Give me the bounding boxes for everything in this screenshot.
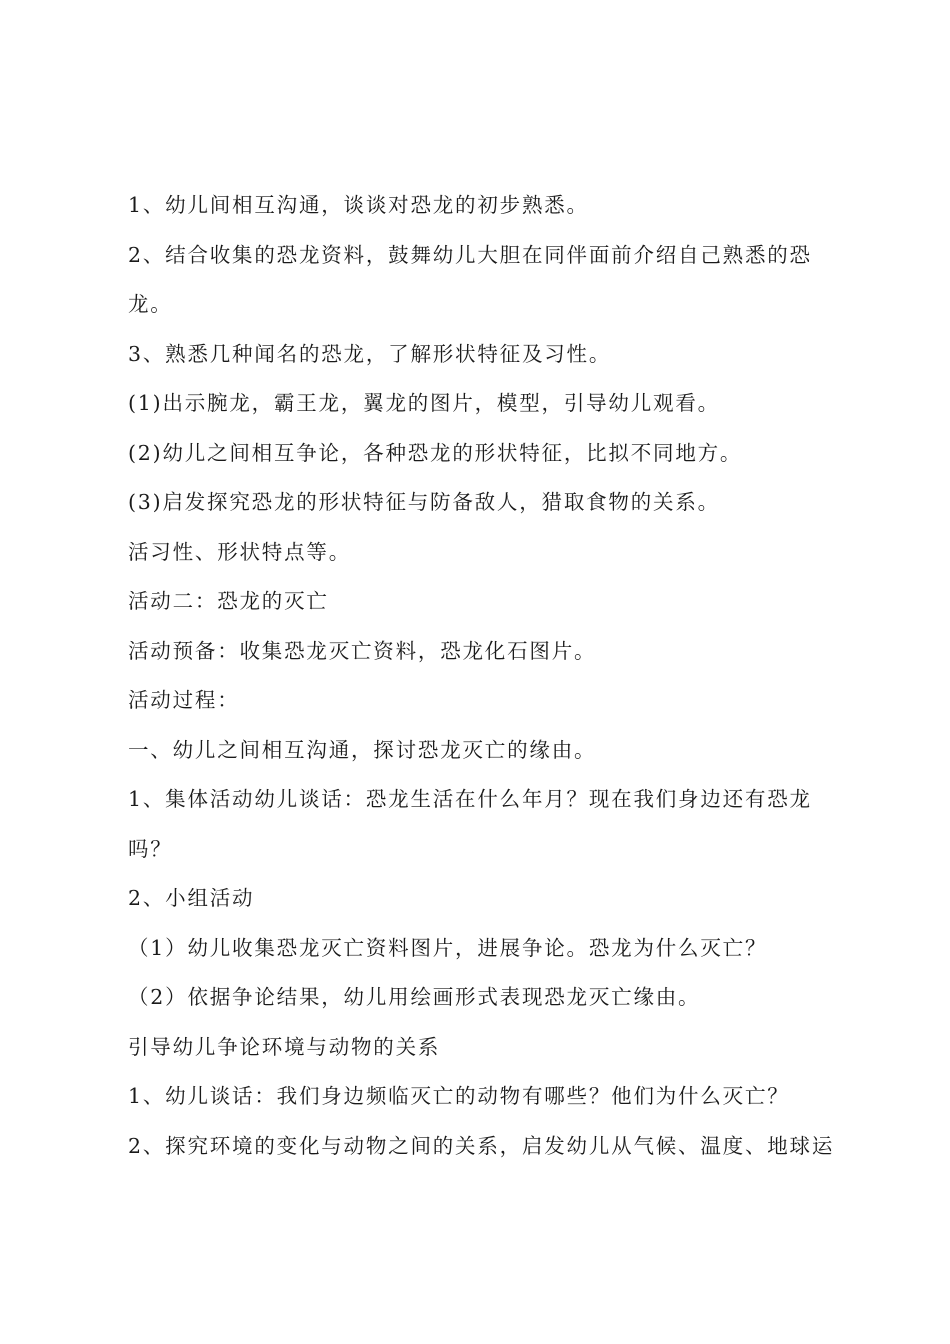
text-line: 引导幼儿争论环境与动物的关系 [128, 1034, 441, 1059]
text-line: (2)幼儿之间相互争论，各种恐龙的形状特征，比拟不同地方。 [128, 440, 743, 465]
text-line: 活习性、形状特点等。 [128, 539, 351, 564]
text-line: 2、小组活动 [128, 886, 255, 910]
text-line: 1、幼儿间相互沟通，谈谈对恐龙的初步熟悉。 [128, 193, 589, 217]
text-line: 1、集体活动幼儿谈话：恐龙生活在什么年月？现在我们身边还有恐龙 [128, 787, 812, 811]
text-line: (1)出示腕龙，霸王龙，翼龙的图片，模型，引导幼儿观看。 [128, 391, 720, 415]
text-line: (3)启发探究恐龙的形状特征与防备敌人，猎取食物的关系。 [128, 490, 720, 514]
text-line: （2）依据争论结果，幼儿用绘画形式表现恐龙灭亡缘由。 [128, 985, 701, 1009]
text-line: 吗？ [128, 836, 173, 861]
text-line: 3、熟悉几种闻名的恐龙，了解形状特征及习性。 [128, 341, 612, 366]
text-line: 龙。 [128, 292, 173, 316]
text-line: 1、幼儿谈话：我们身边频临灭亡的动物有哪些？他们为什么灭亡？ [128, 1084, 790, 1108]
text-line: 2、结合收集的恐龙资料，鼓舞幼儿大胆在同伴面前介绍自己熟悉的恐 [128, 242, 812, 267]
document-body [128, 186, 834, 1176]
text-line: 活动预备：收集恐龙灭亡资料，恐龙化石图片。 [128, 638, 597, 663]
text-line: 一、幼儿之间相互沟通，探讨恐龙灭亡的缘由。 [128, 737, 597, 762]
text-line: 活动过程： [128, 688, 240, 712]
text-line: （1）幼儿收集恐龙灭亡资料图片，进展争论。恐龙为什么灭亡？ [128, 935, 768, 960]
text-line: 2、探究环境的变化与动物之间的关系，启发幼儿从气候、温度、地球运 [128, 1133, 834, 1158]
section-heading: 活动二：恐龙的灭亡 [128, 589, 329, 613]
